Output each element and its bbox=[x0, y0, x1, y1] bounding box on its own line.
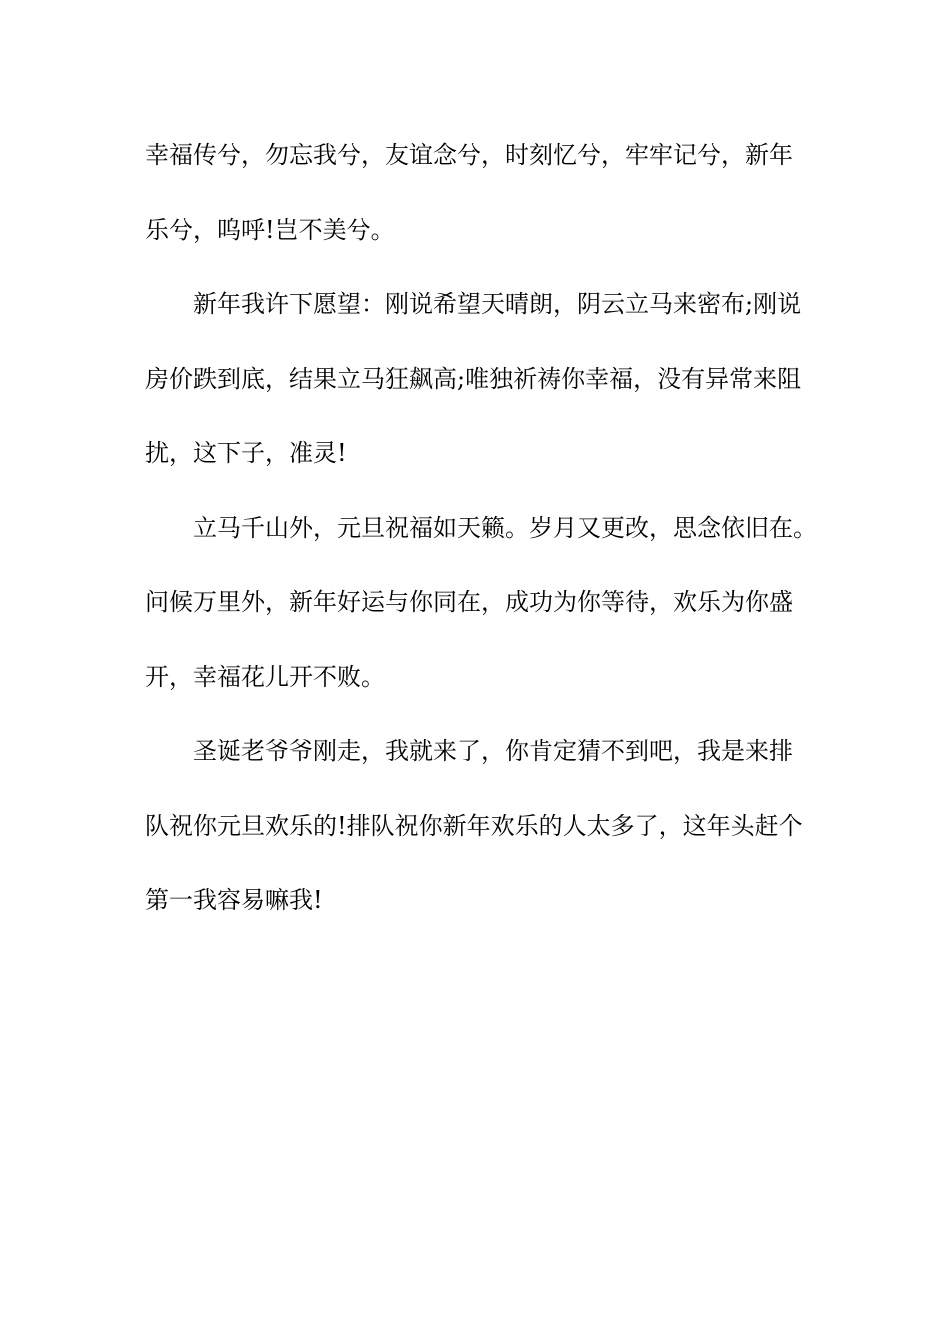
text-line-10: 队祝你元旦欢乐的!排队祝你新年欢乐的人太多了，这年头赶个 bbox=[145, 811, 803, 840]
text-line-9: 圣诞老爷爷刚走，我就来了，你肯定猜不到吧，我是来排 bbox=[193, 737, 793, 765]
text-line-5: 扰，这下子，准灵! bbox=[145, 439, 347, 467]
text-line-2: 乐兮，呜呼!岂不美兮。 bbox=[145, 215, 395, 244]
text-line-3: 新年我许下愿望：刚说希望天晴朗，阴云立马来密布;刚说 bbox=[193, 290, 802, 318]
text-line-11: 第一我容易嘛我! bbox=[145, 886, 323, 914]
document-body bbox=[145, 118, 825, 938]
text-line-7: 问候万里外，新年好运与你同在，成功为你等待，欢乐为你盛 bbox=[145, 588, 793, 616]
text-line-6: 立马千山外，元旦祝福如天籁。岁月又更改，思念依旧在。 bbox=[193, 513, 817, 542]
text-line-4: 房价跌到底，结果立马狂飙高;唯独祈祷你幸福，没有异常来阻 bbox=[145, 364, 802, 393]
text-line-1: 幸福传兮，勿忘我兮，友谊念兮，时刻忆兮，牢牢记兮，新年 bbox=[145, 141, 793, 169]
text-line-8: 开，幸福花儿开不败。 bbox=[145, 662, 385, 691]
